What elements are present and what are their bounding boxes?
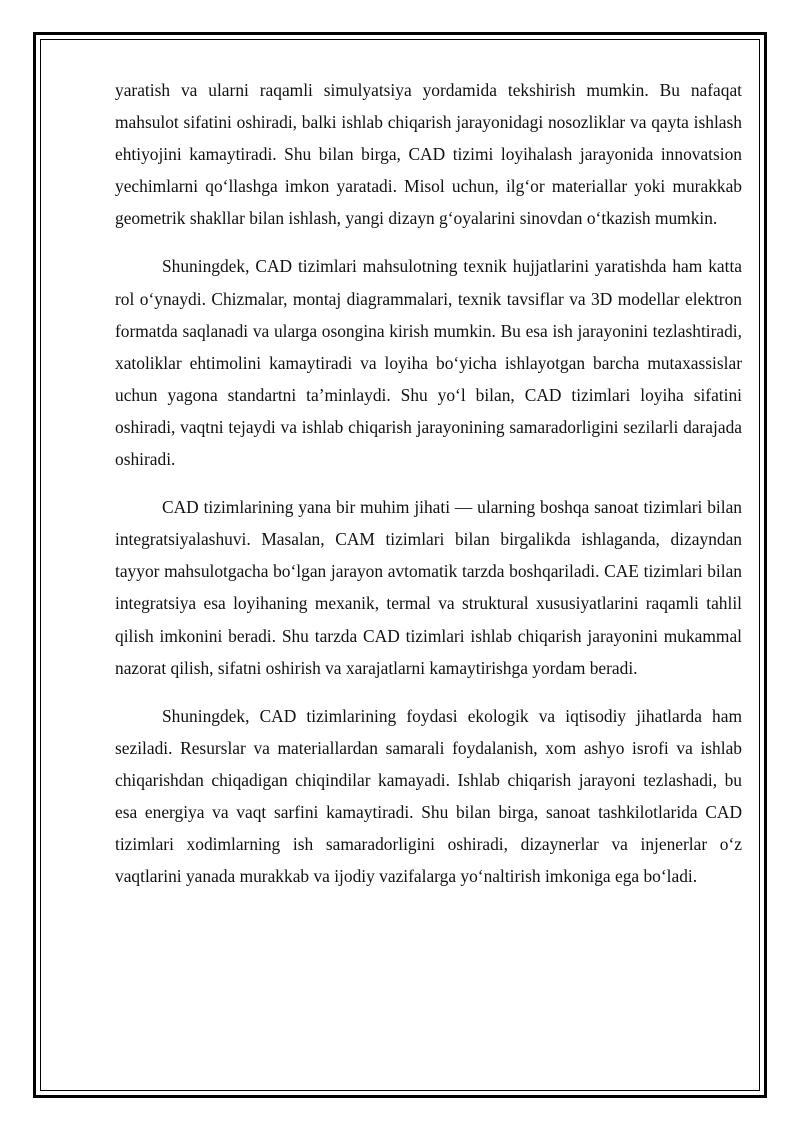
- paragraph-technical-documentation: Shuningdek, CAD tizimlari mahsulotning texnik hujjatlarini yaratishda ham katta rol o‘ynaydi. Chizmalar, montaj diagrammalari, texnik tavsiflar va 3D modellar elektron formatda saqlanadi va ularga osongina kirish mumkin. Bu esa ish jarayonini tezlashtiradi, xatoliklar ehtimolini kamaytiradi va loyiha bo‘yicha ishlayotgan barcha mutaxassislar uchun yagona standartni ta’minlaydi. Shu yo‘l bilan, CAD tizimlari loyiha sifatini oshiradi, vaqtni tejaydi va ishlab chiqarish jarayonining samaradorligini sezilarli darajada oshiradi.: [115, 256, 742, 470]
- document-body: [115, 74, 742, 908]
- paragraph-continuation: yaratish va ularni raqamli simulyatsiya yordamida tekshirish mumkin. Bu nafaqat mahsulot sifatini oshiradi, balki ishlab chiqarish jarayonidagi nosozliklar va qayta ishlash ehtiyojini kamaytiradi. Shu bilan birga, CAD tizimi loyihalash jarayonida innovatsion yechimlarni qo‘llashga imkon yaratadi. Misol uchun, ilg‘or materiallar yoki murakkab geometrik shakllar bilan ishlash, yangi dizayn g‘oyalarini sinovdan o‘tkazish mumkin.: [115, 80, 742, 229]
- paragraph-integration: CAD tizimlarining yana bir muhim jihati — ularning boshqa sanoat tizimlari bilan integratsiyalashuvi. Masalan, CAM tizimlari bilan birgalikda ishlaganda, dizayndan tayyor mahsulotgacha bo‘lgan jarayon avtomatik tarzda boshqariladi. CAE tizimlari bilan integratsiya esa loyihaning mexanik, termal va struktural xususiyatlarini raqamli tahlil qilish imkonini beradi. Shu tarzda CAD tizimlari ishlab chiqarish jarayonini mukammal nazorat qilish, sifatni oshirish va xarajatlarni kamaytirishga yordam beradi.: [115, 497, 742, 678]
- paragraph-ecological-economic: Shuningdek, CAD tizimlarining foydasi ekologik va iqtisodiy jihatlarda ham seziladi. Resurslar va materiallardan samarali foydalanish, xom ashyo isrofi va ishlab chiqarishdan chiqadigan chiqindilar kamayadi. Ishlab chiqarish jarayoni tezlashadi, bu esa energiya va vaqt sarfini kamaytiradi. Shu bilan birga, sanoat tashkilotlarida CAD tizimlari xodimlarning ish samaradorligini oshiradi, dizaynerlar va injenerlar o‘z vaqtlarini yanada murakkab va ijodiy vazifalarga yo‘naltirish imkoniga ega bo‘ladi.: [115, 705, 742, 887]
